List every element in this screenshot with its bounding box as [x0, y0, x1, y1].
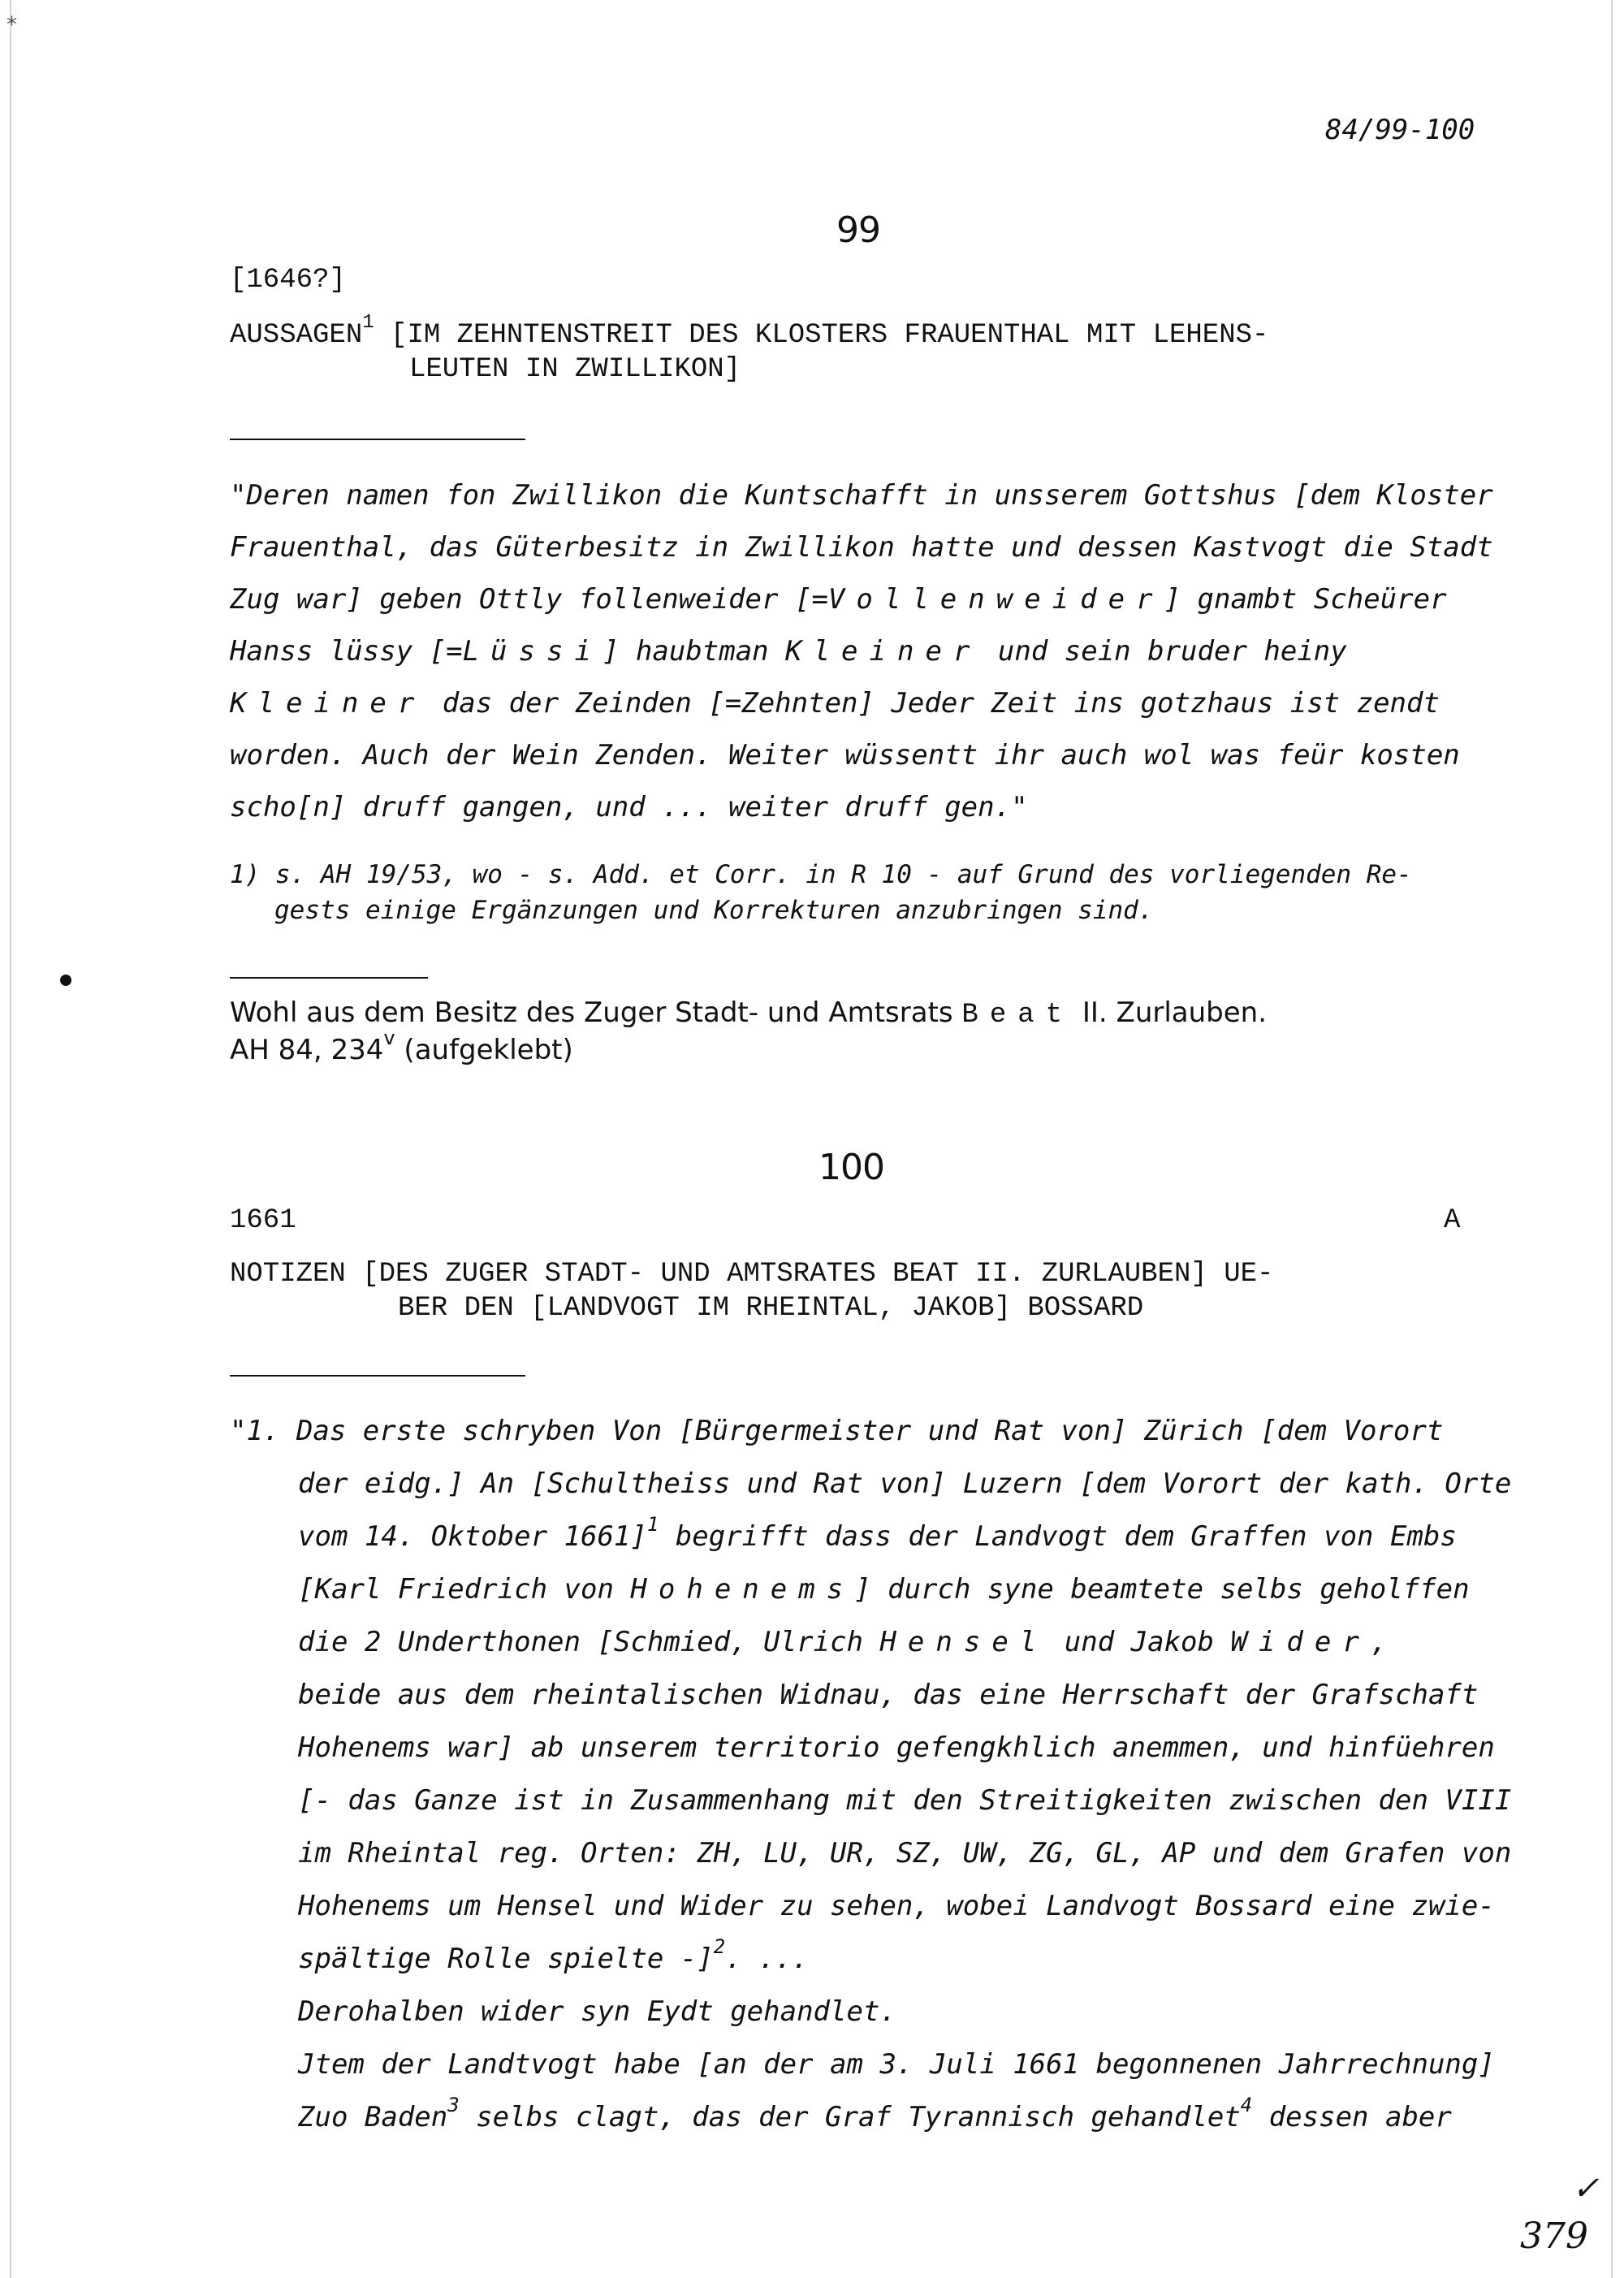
text-line-11 — [298, 1933, 809, 1987]
text-line-1: "1. Das erste schryben Von [Bürgermeister und Rat von] Zürich [dem Vorort — [230, 1415, 1444, 1447]
entry-99-date: [1646?] — [230, 265, 346, 296]
title-word: AUSSAGEN — [230, 320, 363, 351]
spaced-name: Kleiner — [230, 687, 426, 720]
scan-border-right — [1611, 0, 1613, 2278]
quote-text: Hanss lüssy [= — [230, 635, 463, 668]
text-line-3 — [298, 1511, 1457, 1565]
superscript: v — [383, 1027, 395, 1049]
quote-line-3 — [230, 573, 1447, 625]
text-line-9: im Rheintal reg. Orten: ZH, LU, UR, SZ, UW, ZG, GL, AP und dem Grafen von — [298, 1837, 1512, 1870]
source-text: II. Zurlauben. — [1073, 996, 1268, 1029]
body-text: spältige Rolle spielte -] — [298, 1943, 714, 1975]
entry-100-title-line-1: NOTIZEN [DES ZUGER STADT- UND AMTSRATES BEAT II. ZURLAUBEN] UE- — [230, 1259, 1274, 1290]
body-text: , — [1370, 1626, 1388, 1658]
divider-rule — [230, 439, 525, 440]
quote-line-6: worden. Auch der Wein Zenden. Weiter wüssentt ihr auch wol was feür kosten — [230, 739, 1460, 772]
footnote-marker: 1 — [646, 1513, 659, 1536]
text-line-6: beide aus dem rheintalischen Widnau, das eine Herrschaft der Grafschaft — [298, 1679, 1479, 1711]
entry-100-title-line-2: BER DEN [LANDVOGT IM RHEINTAL, JAKOB] BOSSARD — [398, 1293, 1144, 1324]
quote-text: Zug war] geben Ottly follenweider [= — [230, 583, 828, 616]
text-line-13: Jtem der Landtvogt habe [an der am 3. Juli 1661 begonnenen Jahrrechnung] — [298, 2048, 1495, 2081]
text-line-12: Derohalben wider syn Eydt gehandlet. — [298, 1995, 896, 2028]
footnote-marker: 2 — [713, 1935, 726, 1958]
text-line-10: Hohenems um Hensel und Wider zu sehen, wobei Landvogt Bossard eine zwie- — [298, 1890, 1495, 1922]
source-text: (aufgeklebt) — [395, 1034, 573, 1066]
body-text: und Jakob — [1047, 1626, 1231, 1658]
body-text: Zuo Baden — [298, 2101, 448, 2133]
body-text: ] durch syne beamtete selbs geholffen — [854, 1573, 1470, 1606]
scan-mark: ⁎ — [6, 6, 17, 30]
spaced-name: Lüssi — [462, 635, 603, 668]
divider-rule — [230, 1375, 525, 1377]
entry-number-99: 99 — [836, 210, 880, 251]
entry-99-title-line-1 — [230, 312, 1269, 355]
footnote-marker: 4 — [1240, 2094, 1253, 2116]
body-text: selbs clagt, das der Graf Tyrannisch gehandlet — [459, 2101, 1241, 2133]
quote-text: ] gnambt Scheürer — [1164, 583, 1447, 616]
spaced-name: Vollenweider — [827, 583, 1164, 616]
spaced-name: Beat — [961, 1000, 1074, 1031]
text-line-8: [- das Ganze ist in Zusammenhang mit den Streitigkeiten zwischen den VIII — [298, 1784, 1512, 1817]
text-line-14 — [298, 2091, 1452, 2146]
quote-text: ] haubtman — [602, 635, 786, 668]
body-text: vom 14. Oktober 1661] — [298, 1520, 647, 1553]
quote-line-5 — [230, 677, 1440, 729]
spaced-name: Hohenems — [630, 1573, 855, 1606]
footnote-line-1: 1) s. AH 19/53, wo - s. Add. et Corr. in R 10 - auf Grund des vorliegenden Re- — [230, 860, 1412, 889]
handwritten-page-number: 379 — [1520, 2215, 1588, 2257]
page-reference: 84/99-100 — [1325, 114, 1475, 146]
quote-line-2: Frauenthal, das Güterbesitz in Zwillikon hatte und dessen Kastvogt die Stadt — [230, 531, 1493, 564]
entry-99-title-line-2: LEUTEN IN ZWILLIKON] — [409, 354, 741, 385]
body-text: . ... — [725, 1943, 809, 1975]
body-text: [Karl Friedrich von — [298, 1573, 631, 1606]
body-text: dessen aber — [1252, 2101, 1452, 2133]
text-line-5 — [298, 1616, 1387, 1668]
quote-line-7: scho[n] druff gangen, und ... weiter druff gen." — [230, 791, 1028, 823]
quote-text: und sein bruder heiny — [981, 635, 1347, 668]
footnote-marker: 3 — [447, 2094, 460, 2116]
source-line-2 — [230, 1027, 573, 1071]
spaced-name: Kleiner — [785, 635, 982, 668]
source-text: Wohl aus dem Besitz des Zuger Stadt- und Amtsrats — [230, 996, 962, 1029]
divider-rule-short — [230, 977, 428, 979]
entry-100-date: 1661 — [230, 1205, 296, 1236]
footnote-line-2: gests einige Ergänzungen und Korrekturen anzubringen sind. — [274, 896, 1154, 925]
text-line-2: der eidg.] An [Schultheiss und Rat von] Luzern [dem Vorort der kath. Orte — [298, 1468, 1512, 1500]
text-line-4 — [298, 1563, 1470, 1615]
handwritten-checkmark: ✓ — [1572, 2170, 1600, 2207]
source-text: AH 84, 234 — [230, 1034, 384, 1066]
quote-line-1: "Deren namen fon Zwillikon die Kuntschafft in unsserem Gottshus [dem Kloster — [230, 479, 1493, 512]
text-line-7: Hohenems war] ab unserem territorio gefengkhlich anemmen, und hinfüehren — [298, 1731, 1495, 1764]
entry-number-100: 100 — [818, 1147, 884, 1188]
spaced-name: Hensel — [879, 1626, 1048, 1658]
quote-line-4 — [230, 625, 1347, 677]
scan-border-left — [10, 0, 11, 2278]
punch-hole-dot — [60, 975, 71, 986]
entry-100-letter: A — [1444, 1205, 1461, 1236]
body-text: die 2 Underthonen [Schmied, Ulrich — [298, 1626, 880, 1658]
body-text: begrifft dass der Landvogt dem Graffen von Embs — [659, 1520, 1457, 1553]
title-rest: [IM ZEHNTENSTREIT DES KLOSTERS FRAUENTHAL MIT LEHENS- — [374, 320, 1269, 351]
quote-text: das der Zeinden [=Zehnten] Jeder Zeit ins gotzhaus ist zendt — [425, 687, 1440, 720]
footnote-marker: 1 — [362, 312, 374, 334]
spaced-name: Wider — [1230, 1626, 1371, 1658]
